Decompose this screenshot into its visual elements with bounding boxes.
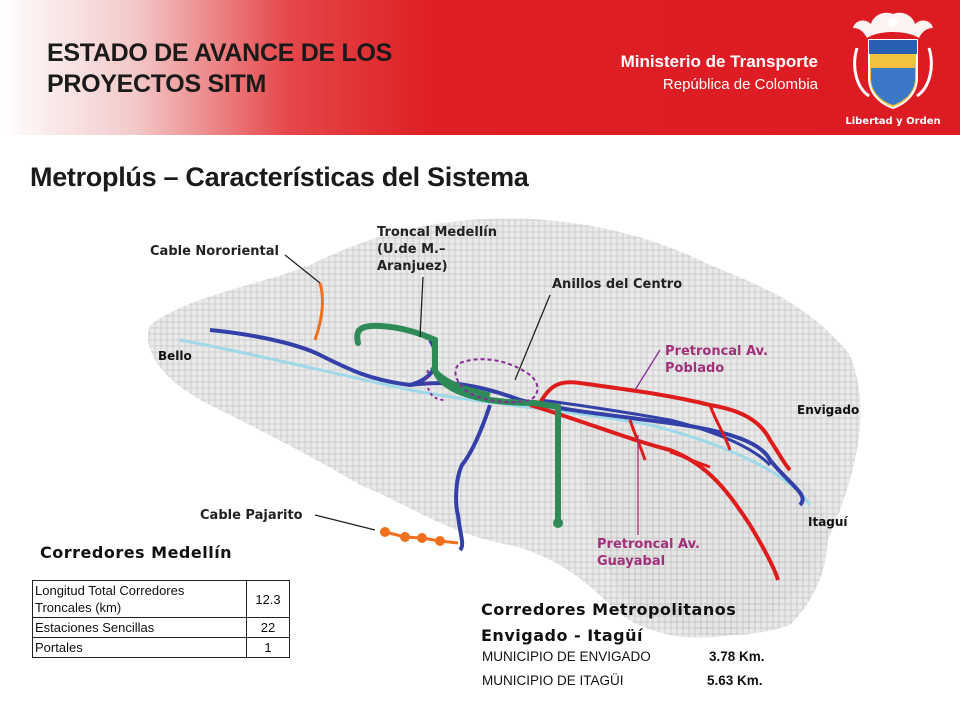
label-bello: Bello (158, 349, 192, 363)
label-troncal-line3: Aranjuez) (377, 259, 448, 274)
metropolitanos-heading-line2: Envigado - Itagüí (481, 626, 643, 645)
table-row (33, 638, 290, 658)
metropolitanos-heading (481, 597, 736, 649)
metro-row-envigado (482, 649, 765, 664)
country-name: República de Colombia (662, 76, 818, 93)
presentation-title (47, 38, 467, 100)
pointer-cable-pajarito (315, 515, 375, 530)
municipio-km: 5.63 Km. (707, 673, 763, 688)
label-itagui: Itaguí (808, 515, 848, 529)
municipio-name: MUNICIPIO DE ITAGÜI (482, 673, 624, 688)
label-guayabal-line1: Pretroncal Av. (597, 537, 700, 552)
row-label: Longitud Total Corredores Troncales (km) (33, 581, 247, 618)
row-value: 22 (247, 618, 290, 638)
table-row (33, 581, 290, 618)
label-poblado-line1: Pretroncal Av. (665, 344, 768, 359)
row-value: 1 (247, 638, 290, 658)
label-troncal-medellin (377, 224, 497, 275)
label-pretroncal-poblado (665, 343, 768, 377)
label-troncal-line1: Troncal Medellín (377, 225, 497, 240)
title-line-2: PROYECTOS SITM (47, 70, 266, 98)
label-pretroncal-guayabal (597, 536, 700, 570)
label-troncal-line2: (U.de M.– (377, 242, 446, 257)
metro-row-itagui (482, 673, 763, 688)
row-label: Estaciones Sencillas (33, 618, 247, 638)
medellin-stats-table (32, 580, 290, 658)
colombia-coat-of-arms-icon (843, 8, 943, 132)
municipio-km: 3.78 Km. (709, 649, 765, 664)
label-envigado: Envigado (797, 403, 860, 417)
label-anillos-centro: Anillos del Centro (552, 277, 683, 292)
table-row (33, 618, 290, 638)
page-title: Metroplús – Características del Sistema (30, 162, 529, 192)
label-guayabal-line2: Guayabal (597, 554, 666, 569)
ministry-name: Ministerio de Transporte (620, 52, 818, 71)
row-label: Portales (33, 638, 247, 658)
title-line-1: ESTADO DE AVANCE DE LOS (47, 39, 392, 67)
label-poblado-line2: Poblado (665, 361, 725, 376)
label-cable-pajarito: Cable Pajarito (200, 508, 303, 523)
row-value: 12.3 (247, 581, 290, 618)
municipio-name: MUNICIPIO DE ENVIGADO (482, 649, 651, 664)
label-cable-nororiental: Cable Nororiental (150, 244, 279, 259)
seal-motto: Libertad y Orden (845, 116, 941, 127)
medellin-heading: Corredores Medellín (40, 543, 233, 562)
metropolitanos-heading-line1: Corredores Metropolitanos (481, 600, 737, 619)
